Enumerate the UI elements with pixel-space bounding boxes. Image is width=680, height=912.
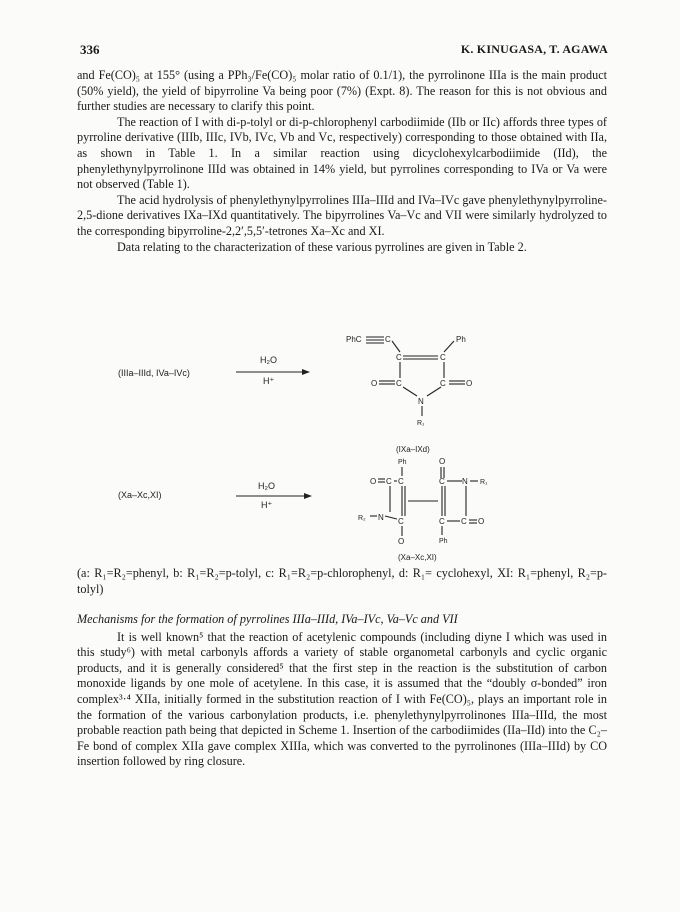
product1-label: (IXa–IXd) [396,445,430,454]
paragraph: The acid hydrolysis of phenylethynylpyrrolines IIIa–IIId and IVa–IVc gave phenylethynylpyrroline-2,5-dione derivatives IXa–IXd quantitatively. The bipyrrolines Va–Vc and VII were similarly hydrolyzed to the corresponding bipyrroline-2,2′,5,5′-tetrones Xa–Xc and XI. [77,192,607,238]
legend-text: (a: R₁=R₂=phenyl, b: R₁=R₂=p-tolyl, c: R₁=R₂=p-chlorophenyl, d: R₁= cyclohexyl, XI: R₁=phenyl, R₂=p-tolyl) [77,566,607,596]
page-number: 336 [80,42,100,57]
atom-c: C [386,477,392,486]
atom-r1: R₁ [417,420,425,427]
atom-c: C [440,353,446,362]
bond [403,387,417,396]
atom-c: C [398,517,404,526]
reaction-scheme [100,326,600,562]
atom-o: O [398,537,405,546]
atom-n: N [418,397,424,406]
reaction1-reagent-top: H₂O [260,355,277,365]
running-authors: K. KINUGASA, T. AGAWA [460,42,608,56]
paragraph: The reaction of I with di-p-tolyl or di-p-chlorophenyl carbodiimide (IIb or IIc) affords three types of pyrroline derivative (IIIb, IIIc, IVb, IVc, Vb and Vc, respectively) corresponding to those obtained with IIa, as shown in Table 1. In a similar reaction using dicyclohexylcarbodiimide (IId), the phenylethynylpyrrolinone IIId was obtained in 14% yield, but pyrrolines corresponding to IVa or Va were not observed (Table 1). [77,114,607,192]
scheme-legend [77,566,607,597]
atom-o: O [371,379,378,388]
atom-n: N [462,477,468,486]
atom-r1: R₁ [480,479,488,486]
atom-c: C [396,379,402,388]
paragraph: Data relating to the characterization of these various pyrrolines are given in Table 2. [117,239,527,254]
section-heading: Mechanisms for the formation of pyrrolines IIIa–IIId, IVa–IVc, Va–Vc and VII [77,612,458,626]
reaction1-arrowhead [302,369,310,375]
atom-phc: PhC [346,335,362,344]
scheme-svg [100,326,600,562]
atom-o: O [466,379,473,388]
reaction1-reactants: (IIIa–IIId, IVa–IVc) [118,368,190,378]
bond [444,341,454,352]
atom-c: C [461,517,467,526]
atom-c: C [396,353,402,362]
reaction2-arrowhead [304,493,312,499]
reaction2-reagent-bottom: H⁺ [261,500,273,510]
atom-c: C [398,477,404,486]
atom-c: C [385,335,391,344]
atom-r2: R₂ [358,515,366,522]
atom-ph: Ph [456,335,466,344]
bond [427,387,441,396]
atom-o: O [370,477,377,486]
bond [392,341,400,352]
atom-ph: Ph [439,538,448,545]
running-header [80,42,608,60]
paragraph: and Fe(CO)₅ at 155° (using a PPh₃/Fe(CO)₅ molar ratio of 0.1/1), the pyrrolinone IIIa is the main product (50% yield), the yield of bipyrroline Va being poor (7%) (Expt. 8). The reason for this is not obvious and further studies are necessary to clarify this point. [77,68,607,114]
reaction2-reagent-top: H₂O [258,481,275,491]
reaction2-reactants: (Xa–Xc,XI) [118,490,162,500]
product2-label: (Xa–Xc,XI) [398,553,437,562]
mechanisms-section [77,612,607,770]
reaction1-reagent-bottom: H⁺ [263,376,275,386]
atom-c: C [440,379,446,388]
body-text-top [77,68,607,255]
atom-c: C [439,477,445,486]
atom-o: O [478,517,485,526]
bond [385,516,397,519]
atom-n: N [378,513,384,522]
atom-c: C [439,517,445,526]
paragraph: It is well known⁵ that the reaction of acetylenic compounds (including diyne I which was used in this study⁶) with metal carbonyls affords a variety of stable organometal carbonyls and cyclic organic products, and it is generally considered⁵ that the first step in the reaction is the substitution of carbon monoxide ligands by one mole of acetylene. In this case, it is assumed that the “doubly σ-bonded” iron complex³·⁴ XIIa, initially formed in the substitution reaction of I with Fe(CO)₅, plays an important role in the formation of the various carbonylation products, i.e. phenylethynylpyrrolinones IIIa–IIId, the most probable reaction path being that depicted in Scheme 1. Insertion of the carbodiimides (IIa–IId) into the C₂–Fe bond of complex XIIa gave complex XIIIa, which was converted to the pyrrolinones (IIIa–IIId) by CO insertion followed by ring closure. [77,629,607,769]
atom-o: O [439,457,446,466]
atom-ph: Ph [398,459,407,466]
